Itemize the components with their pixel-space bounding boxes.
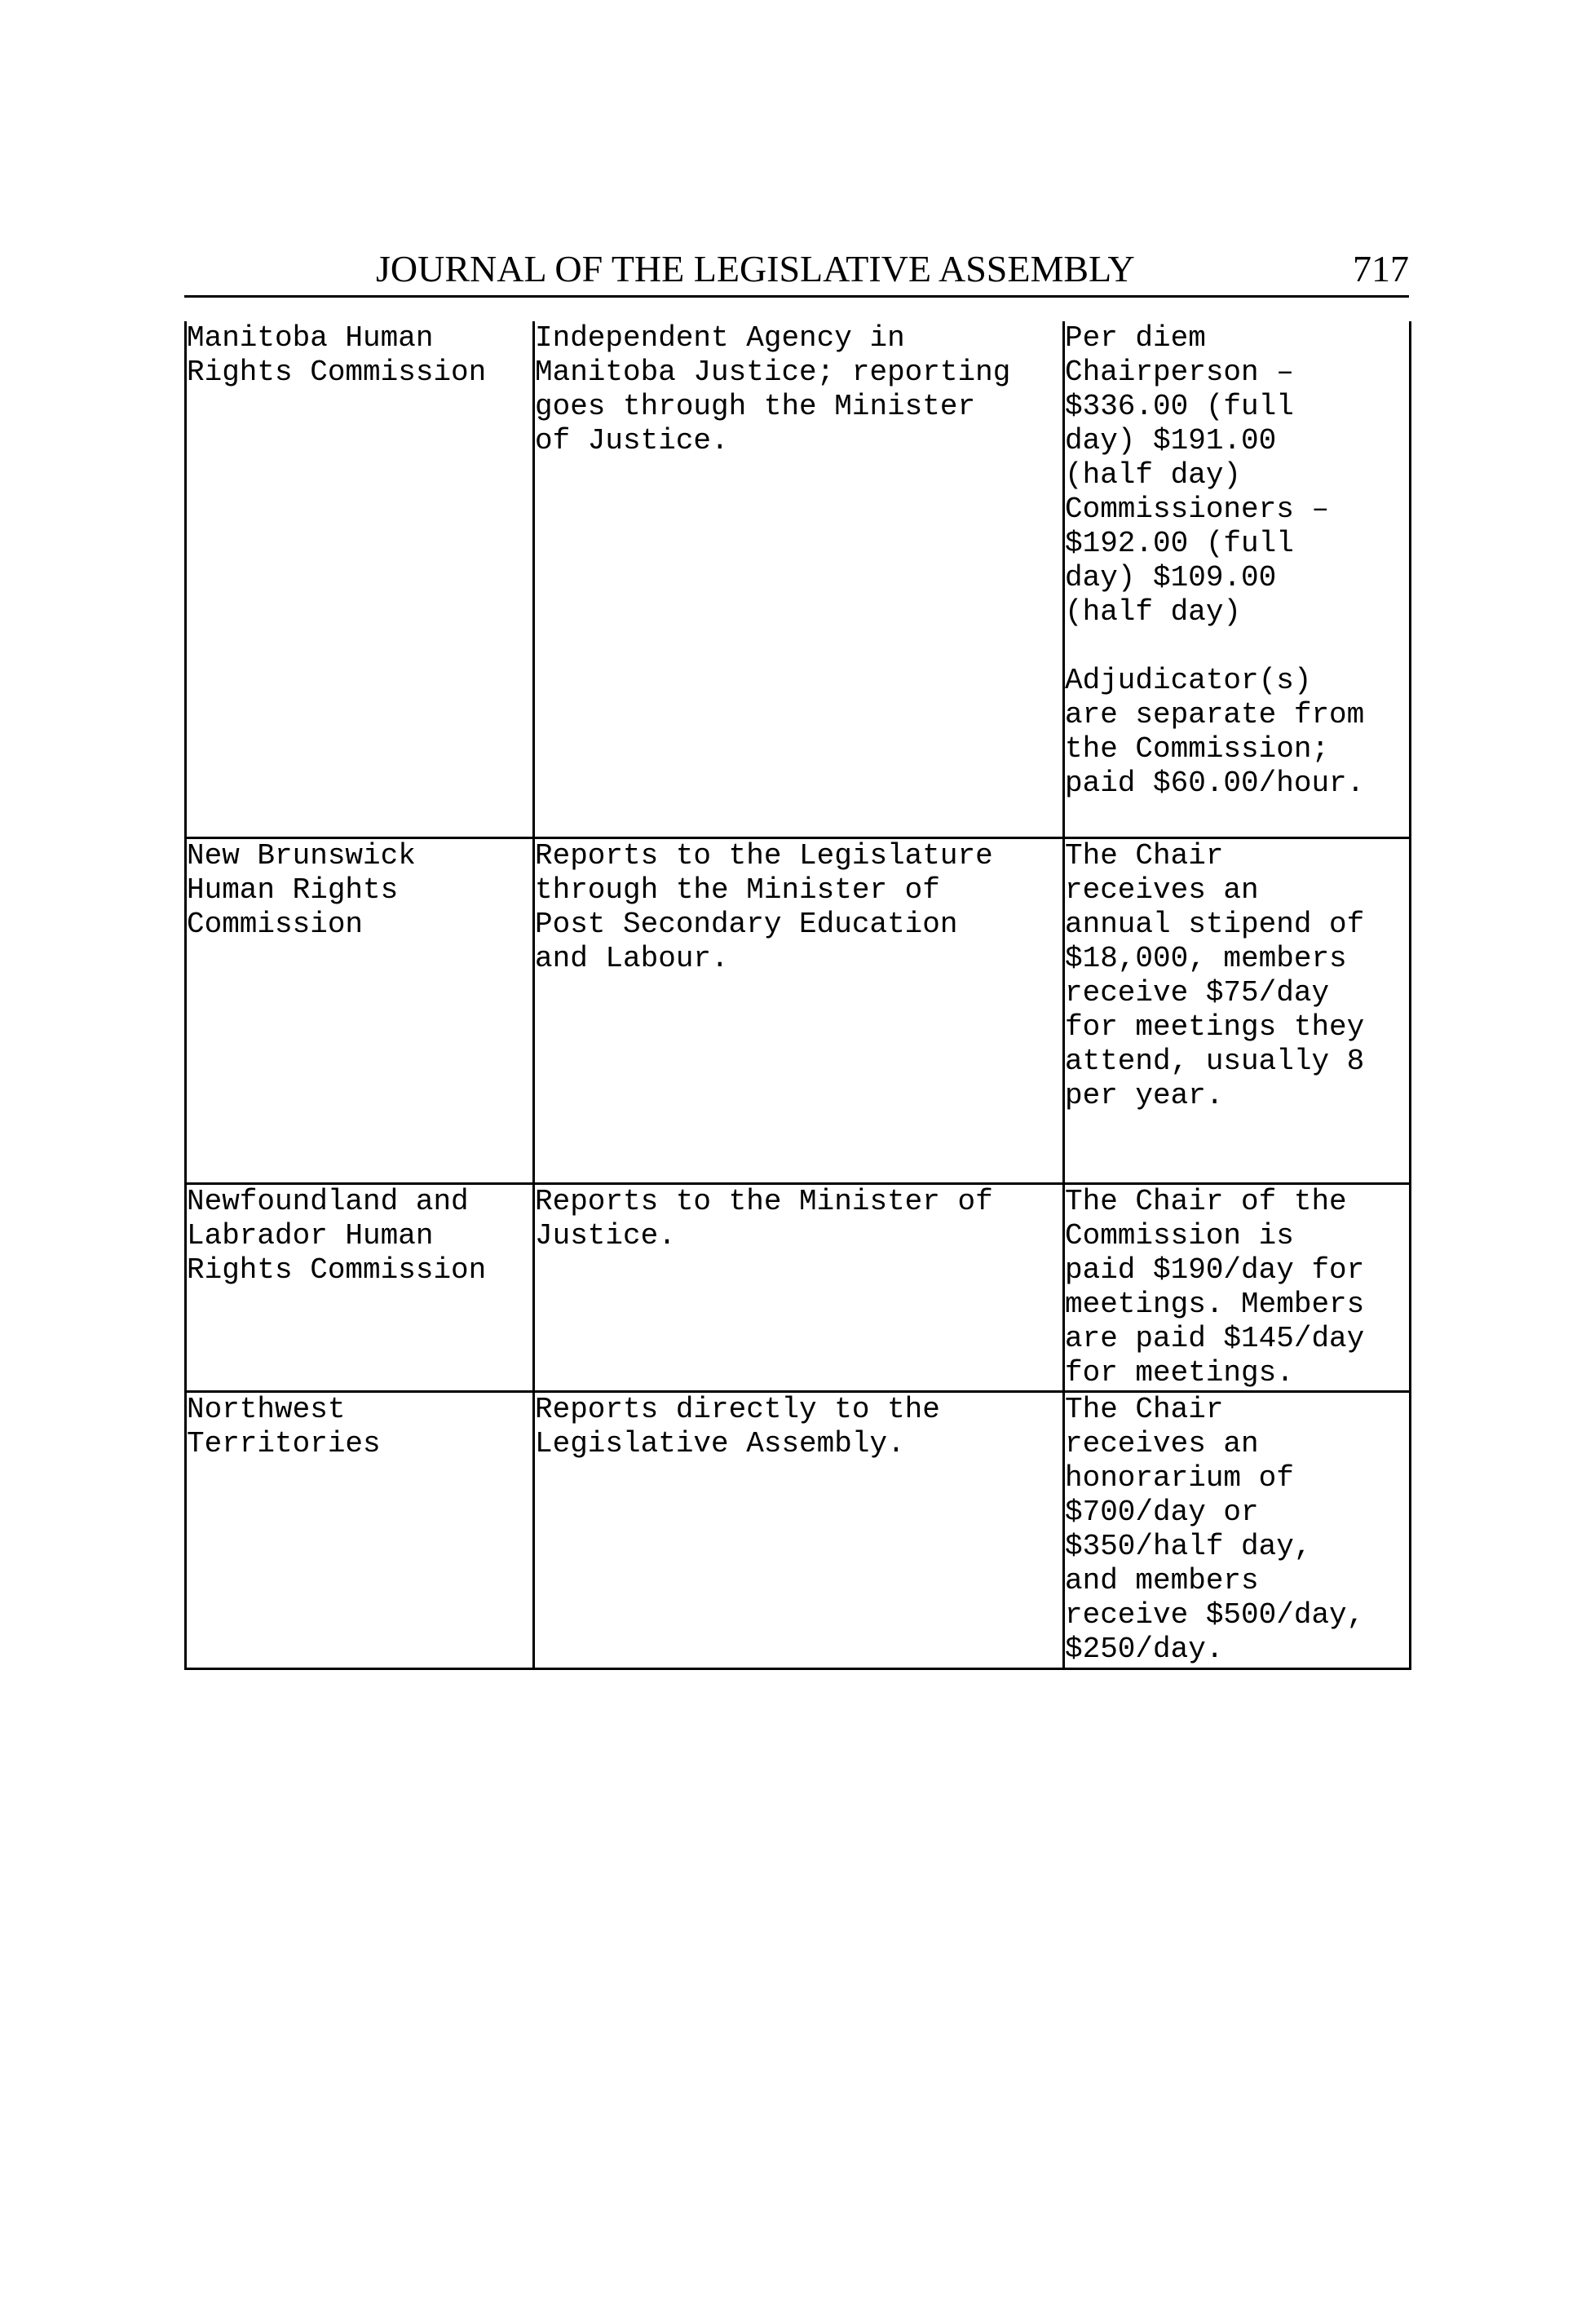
page-header xyxy=(184,243,1409,298)
remuneration-cell xyxy=(1064,321,1411,837)
commission-name-cell: New Brunswick Human Rights Commission xyxy=(186,837,534,1183)
table-row-newfoundland xyxy=(186,1183,1411,1391)
commission-name-cell: Northwest Territories xyxy=(186,1391,534,1668)
paragraph-gap xyxy=(1065,630,1409,664)
reporting-cell: Reports to the Legislature through the Minister of Post Secondary Education and Labour. xyxy=(534,837,1064,1183)
page-number: 717 xyxy=(1353,248,1409,289)
remuneration-cell: The Chair receives an honorarium of $700/day or $350/half day, and members receive $500/day, $250/day. xyxy=(1064,1391,1411,1668)
table-row-manitoba xyxy=(186,321,1411,837)
reporting-cell: Independent Agency in Manitoba Justice; reporting goes through the Minister of Justice. xyxy=(534,321,1064,837)
table-row-northwest-territories xyxy=(186,1391,1411,1668)
reporting-cell: Reports directly to the Legislative Assembly. xyxy=(534,1391,1064,1668)
commission-name-cell: Manitoba Human Rights Commission xyxy=(186,321,534,837)
commission-name-cell: Newfoundland and Labrador Human Rights Commission xyxy=(186,1183,534,1391)
remuneration-cell: The Chair receives an annual stipend of $18,000, members receive $75/day for meetings they attend, usually 8 per year. xyxy=(1064,837,1411,1183)
table-row-new-brunswick xyxy=(186,837,1411,1183)
journal-title: JOURNAL OF THE LEGISLATIVE ASSEMBLY xyxy=(376,248,1135,289)
remuneration-text: Per diem Chairperson – $336.00 (full day) $191.00 (half day) Commissioners – $192.00 (full day) $109.00 (half day) xyxy=(1065,321,1330,629)
reporting-cell: Reports to the Minister of Justice. xyxy=(534,1183,1064,1391)
commissions-table xyxy=(184,321,1411,1670)
remuneration-cell: The Chair of the Commission is paid $190/day for meetings. Members are paid $145/day for meetings. xyxy=(1064,1183,1411,1391)
remuneration-note: Adjudicator(s) are separate from the Commission; paid $60.00/hour. xyxy=(1065,664,1365,800)
